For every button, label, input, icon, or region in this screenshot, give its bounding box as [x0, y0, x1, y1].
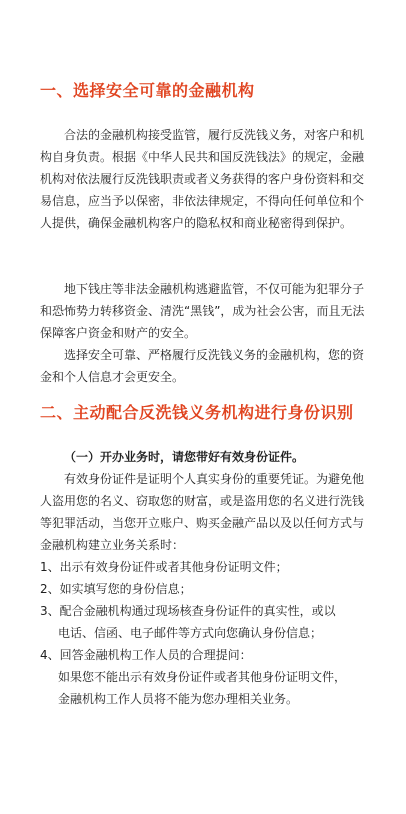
- section-1-paragraph-1: 合法的金融机构接受监管，履行反洗钱义务，对客户和机构自身负责。根据《中华人民共和国反洗钱法》的规定，金融机构对依法履行反洗钱职责或者义务获得的客户身份资料和交易信息，应当予以保密，非依法律规定，不得向任何单位和个人提供，确保金融机构客户的隐私权和商业秘密得到保护。: [40, 128, 365, 230]
- list-item-2: 2、如实填写您的身份信息；: [40, 582, 192, 596]
- list-item-3-line-1: 3、配合金融机构通过现场核查身份证件的真实性，或以: [40, 604, 336, 618]
- section-1-paragraph-2: 地下钱庄等非法金融机构逃避监管，不仅可能为犯罪分子和恐怖势力转移资金、清洗“黑钱”，成为社会公害，而且无法保障客户资金和财产的安全。: [40, 282, 365, 340]
- section-2-intro-paragraph: 有效身份证件是证明个人真实身份的重要凭证。为避免他人盗用您的名义、窃取您的财富，或是盗用您的名义进行洗钱等犯罪活动，当您开立账户、购买金融产品以及以任何方式与金融机构建立业务关系时：: [40, 472, 365, 552]
- section-2-title: 二、主动配合反洗钱义务机构进行身份识别: [40, 403, 354, 422]
- list-item-4: 4、回答金融机构工作人员的合理提问：: [40, 648, 252, 662]
- note-line-1: 如果您不能出示有效身份证件或者其他身份证明文件，: [58, 670, 347, 684]
- note-line-2: 金融机构工作人员将不能为您办理相关业务。: [58, 692, 299, 706]
- list-item-3-line-2: 电话、信函、电子邮件等方式向您确认身份信息；: [58, 626, 323, 640]
- section-2-subheading: （一）开办业务时，请您带好有效身份证件。: [64, 450, 305, 464]
- list-item-1: 1、出示有效身份证件或者其他身份证明文件；: [40, 560, 288, 574]
- section-1-paragraph-3: 选择安全可靠、严格履行反洗钱义务的金融机构，您的资金和个人信息才会更安全。: [40, 348, 365, 384]
- section-1-title: 一、选择安全可靠的金融机构: [40, 81, 255, 100]
